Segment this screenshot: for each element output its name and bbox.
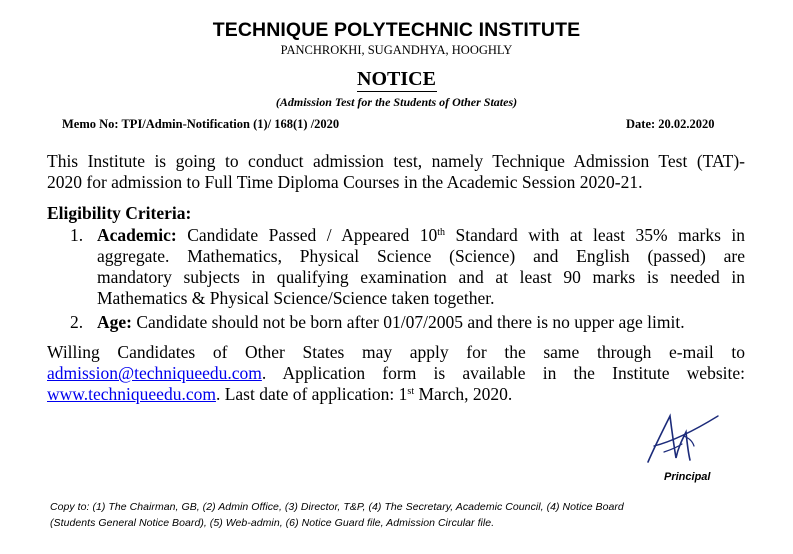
academic-superscript: th [437, 227, 446, 238]
notice-title: NOTICE [357, 68, 436, 90]
closing-superscript: st [407, 386, 415, 397]
copy-to-list [50, 499, 750, 531]
principal-signature [640, 402, 720, 470]
eligibility-item-age [97, 312, 757, 333]
intro-paragraph [47, 151, 745, 193]
memo-number: Memo No: TPI/Admin-Notification (1)/ 168(1) /2020 [62, 117, 340, 131]
notice-subtitle: (Admission Test for the Students of Other States) [275, 95, 518, 109]
notice-date: Date: 20.02.2020 [626, 117, 715, 131]
academic-line-2: aggregate. Mathematics, Physical Science (Science) and English (passed) are [97, 246, 745, 266]
email-link[interactable]: admission@techniqueedu.com [47, 363, 262, 383]
closing-line-3-pre: . Last date of application: 1 [215, 384, 408, 404]
closing-line-3-post: March, 2020. [414, 384, 513, 404]
age-label: Age: [97, 312, 132, 332]
academic-text-post: Standard with at least 35% marks in [445, 225, 745, 245]
academic-line-3: mandatory subjects in qualifying examination and at least 90 marks is needed in [97, 267, 745, 287]
website-link[interactable]: www.techniqueedu.com [47, 384, 216, 404]
list-item-number: 2. [70, 312, 84, 332]
closing-paragraph [47, 342, 745, 405]
closing-line-2-text: . Application form is available in the Institute website: [261, 363, 745, 383]
academic-text-pre: Candidate Passed / Appeared 10 [187, 225, 438, 245]
institute-address: PANCHROKHI, SUGANDHYA, HOOGHLY [280, 43, 513, 57]
list-item-number: 1. [70, 225, 84, 245]
copy-to-line-1: Copy to: (1) The Chairman, GB, (2) Admin Office, (3) Director, T&P, (4) The Secretary, Academic Council, (4) Notice Board [50, 501, 624, 513]
closing-line-2 [47, 363, 745, 384]
academic-line-4: Mathematics & Physical Science/Science taken together. [97, 288, 495, 308]
eligibility-heading: Eligibility Criteria: [47, 203, 192, 223]
age-text: Candidate should not be born after 01/07/2005 and there is no upper age limit. [136, 312, 685, 332]
closing-line-1: Willing Candidates of Other States may apply for the same through e-mail to [47, 342, 745, 362]
intro-line-2: 2020 for admission to Full Time Diploma Courses in the Academic Session 2020-21. [47, 172, 643, 192]
principal-title: Principal [664, 471, 711, 483]
academic-line-1 [97, 225, 745, 246]
intro-line-1: This Institute is going to conduct admission test, namely Technique Admission Test (TAT)- [47, 151, 745, 171]
notice-title-underline [357, 91, 437, 92]
copy-to-line-2: (Students General Notice Board), (5) Web-admin, (6) Notice Guard file, Admission Circular file. [50, 517, 495, 529]
eligibility-item-academic [97, 225, 745, 309]
institute-name: TECHNIQUE POLYTECHNIC INSTITUTE [212, 19, 581, 41]
age-line [97, 312, 757, 333]
academic-label: Academic: [97, 225, 177, 245]
